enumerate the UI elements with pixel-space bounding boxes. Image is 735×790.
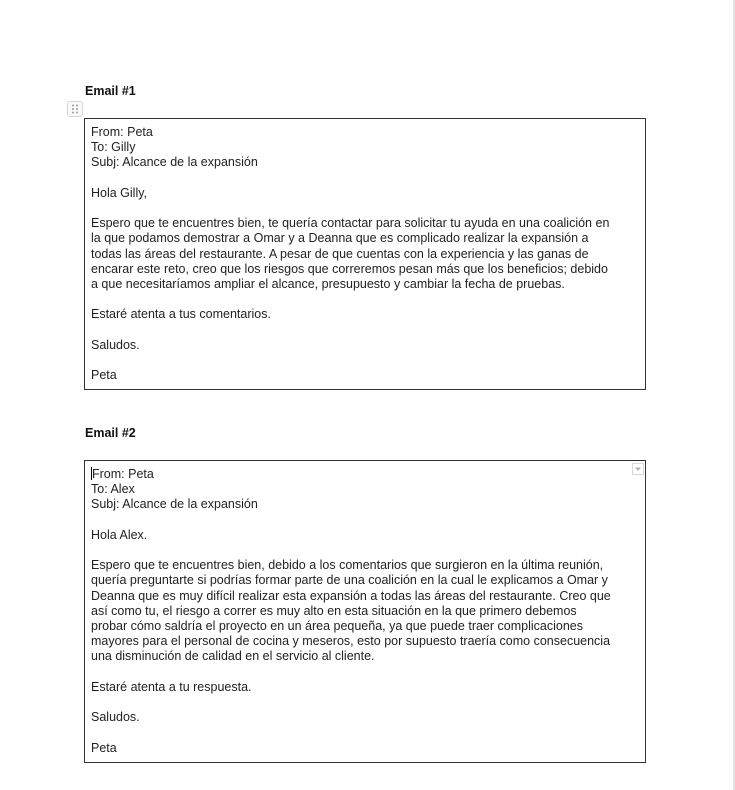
email-closing-line: Estaré atenta a tus comentarios. xyxy=(91,307,271,322)
email-signature: Peta xyxy=(91,740,117,755)
email-body-line: todas las áreas del restaurante. A pesar de que cuentas con la experiencia y las ganas de xyxy=(91,246,589,261)
email-subject: Subj: Alcance de la expansión xyxy=(91,155,258,170)
email-from: From: Peta xyxy=(91,125,153,139)
email-body-line: a que necesitaríamos ampliar el alcance, presupuesto y cambiar la fecha de pruebas. xyxy=(91,277,565,291)
email-subject: Subj: Alcance de la expansión xyxy=(91,497,258,512)
email-body-line: así como tu, el riesgo a correr es muy alto en esta situación en la que primero debemos xyxy=(91,603,577,618)
email-body-line: la que podamos demostrar a Omar y a Deanna que es complicado realizar la expansión a xyxy=(91,231,589,246)
email-from: From: Peta xyxy=(92,467,154,481)
email-closing-line: Estaré atenta a tu respuesta. xyxy=(91,679,252,694)
email-body-line: probar cómo saldría el proyecto en un área pequeña, ya que puede traer complicaciones xyxy=(91,619,583,633)
email-body-line: encarar este reto, creo que los riesgos que correremos pesan más que los beneficios; debido xyxy=(91,261,608,276)
email-body-line: una disminución de calidad en el servicio al cliente. xyxy=(91,649,375,664)
email-body-line: mayores para el personal de cocina y meseros, esto por supuesto traería como consecuencia xyxy=(91,634,611,649)
email-body-line: Deanna que es muy difícil realizar esta expansión a todas las áreas del restaurante. Creo que xyxy=(91,588,611,603)
email-from-line xyxy=(91,467,639,482)
email-greeting: Hola Gilly, xyxy=(91,185,148,200)
email-1-table-cell[interactable] xyxy=(84,118,646,390)
email-2-table-cell[interactable] xyxy=(84,460,646,763)
email-body-line: Espero que te encuentres bien, debido a los comentarios que surgieron en la última reunión, xyxy=(91,558,604,573)
email-2-heading: Email #2 xyxy=(85,426,136,440)
email-sign-off: Saludos. xyxy=(91,337,140,352)
email-1-heading: Email #1 xyxy=(85,84,136,98)
email-body-line: quería preguntarte si podrías formar parte de una coalición en la cual le explicamos a Omar y xyxy=(91,573,608,588)
email-sign-off: Saludos. xyxy=(91,710,140,725)
email-signature: Peta xyxy=(91,368,117,383)
email-to: To: Gilly xyxy=(91,140,136,155)
email-greeting: Hola Alex. xyxy=(91,527,148,542)
drag-handle-icon[interactable] xyxy=(67,101,83,117)
email-to: To: Alex xyxy=(91,482,135,497)
email-body-line: Espero que te encuentres bien, te quería contactar para solicitar tu ayuda en una coalición en xyxy=(91,216,610,231)
dropdown-arrow-icon[interactable] xyxy=(632,463,644,475)
